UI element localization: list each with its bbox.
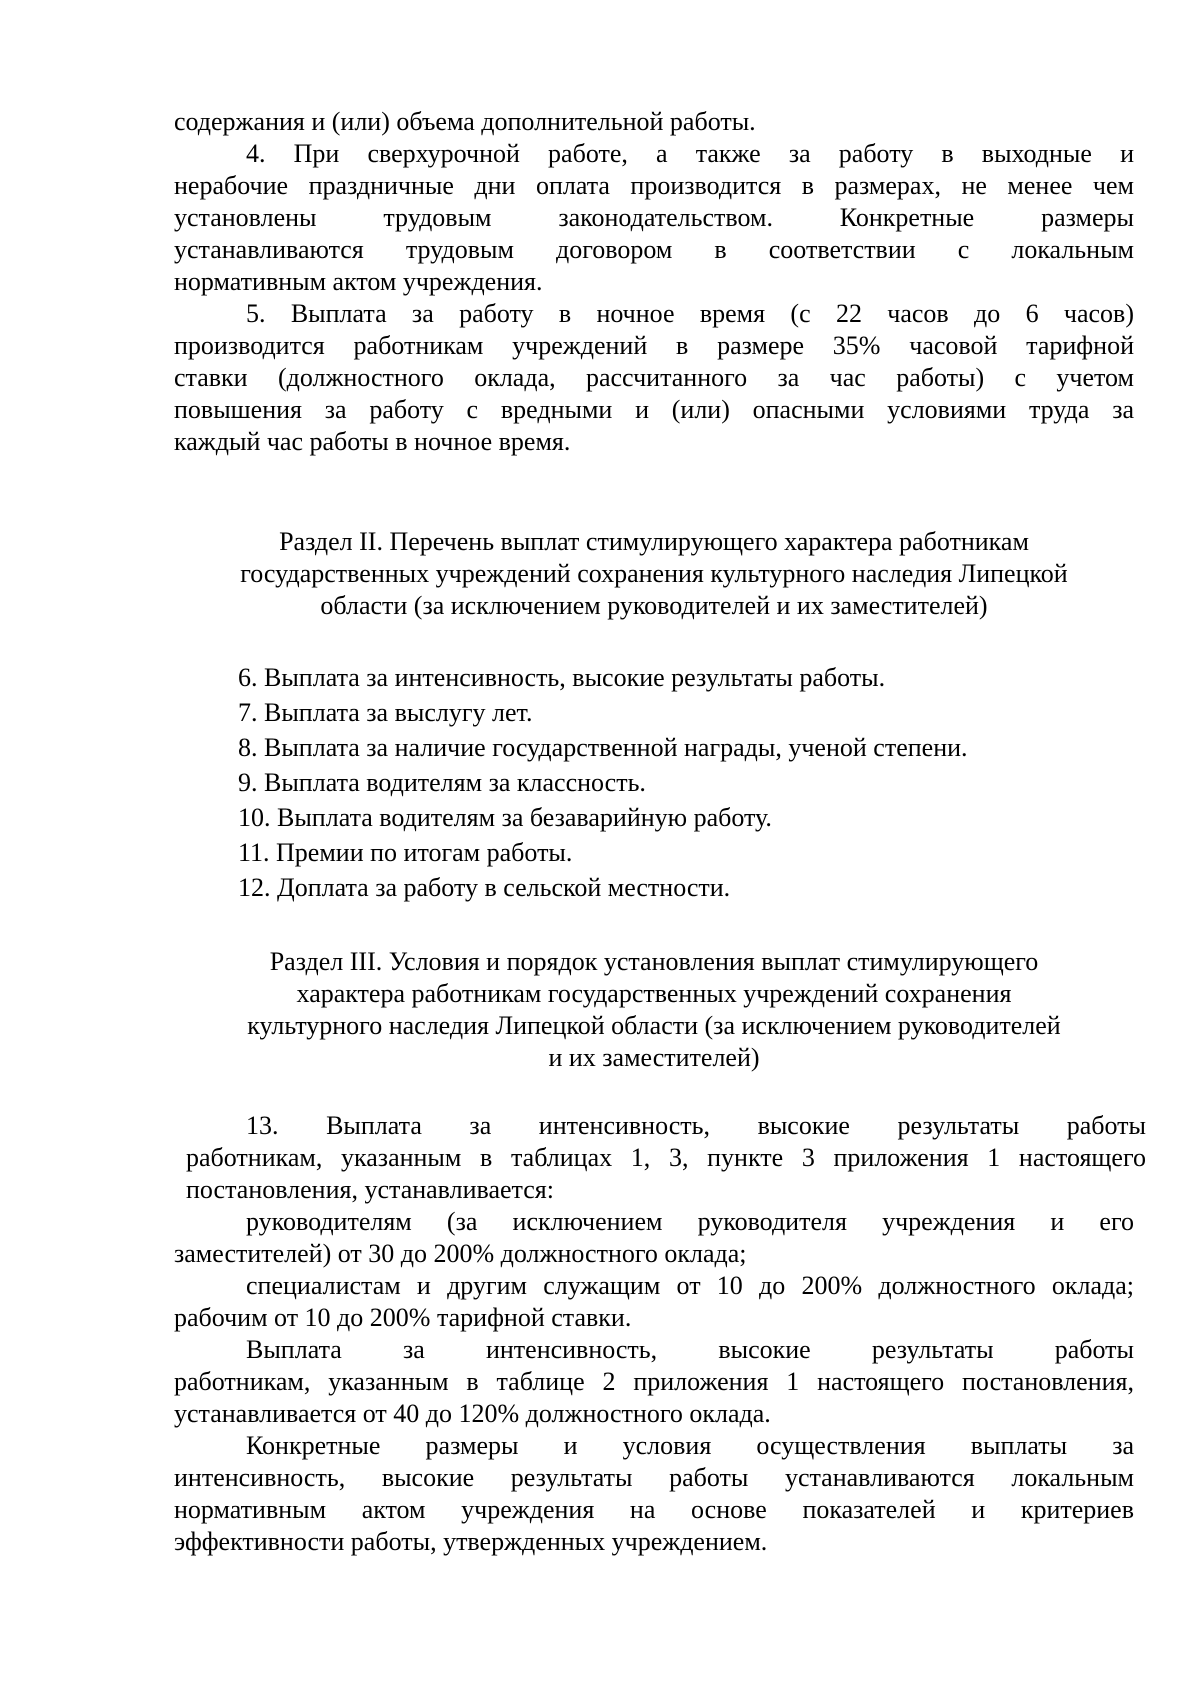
paragraph-13-specific: эффективности работы, утвержденных учреждением. <box>174 1527 768 1556</box>
paragraph-5-line: 5. Выплата за работу в ночное время (с 22 часов до 6 часов) <box>246 299 1134 328</box>
section-2-heading: государственных учреждений сохранения культурного наследия Липецкой <box>240 559 1068 588</box>
list-item: 6. Выплата за интенсивность, высокие результаты работы. <box>238 663 886 692</box>
paragraph-13-specialists: рабочим от 10 до 200% тарифной ставки. <box>174 1303 632 1332</box>
paragraph-13-table2: устанавливается от 40 до 120% должностного оклада. <box>174 1399 771 1428</box>
list-item: 10. Выплата водителям за безаварийную работу. <box>238 803 772 832</box>
section-2-heading: Раздел II. Перечень выплат стимулирующего характера работникам <box>279 527 1029 556</box>
paragraph-4-line: установлены трудовым законодательством. Конкретные размеры <box>174 203 1134 232</box>
section-3-heading: культурного наследия Липецкой области (за исключением руководителей <box>247 1011 1061 1040</box>
paragraph-4-line: нерабочие праздничные дни оплата производится в размерах, не менее чем <box>174 171 1134 200</box>
paragraph-13-table2: Выплата за интенсивность, высокие результаты работы <box>246 1335 1134 1364</box>
paragraph-13-specialists: специалистам и другим служащим от 10 до 200% должностного оклада; <box>246 1271 1134 1300</box>
section-3-heading: Раздел III. Условия и порядок установления выплат стимулирующего <box>269 947 1039 976</box>
paragraph-5-line: повышения за работу с вредными и (или) опасными условиями труда за <box>174 395 1134 424</box>
paragraph-13-table2: работникам, указанным в таблице 2 приложения 1 настоящего постановления, <box>174 1367 1134 1396</box>
paragraph-13-line: 13. Выплата за интенсивность, высокие результаты работы <box>246 1111 1146 1140</box>
paragraph-13-managers: заместителей) от 30 до 200% должностного оклада; <box>174 1239 747 1268</box>
list-item: 9. Выплата водителям за классность. <box>238 768 646 797</box>
paragraph-13-specific: интенсивность, высокие результаты работы устанавливаются локальным <box>174 1463 1134 1492</box>
section-3-heading: и их заместителей) <box>548 1043 760 1072</box>
paragraph-5-line: ставки (должностного оклада, рассчитанного за час работы) с учетом <box>174 363 1134 392</box>
paragraph-5-line: производится работникам учреждений в размере 35% часовой тарифной <box>174 331 1134 360</box>
paragraph-13-specific: нормативным актом учреждения на основе показателей и критериев <box>174 1495 1134 1524</box>
list-item: 7. Выплата за выслугу лет. <box>238 698 533 727</box>
paragraph-4-line: нормативным актом учреждения. <box>174 267 543 296</box>
paragraph-13-managers: руководителям (за исключением руководителя учреждения и его <box>246 1207 1134 1236</box>
paragraph-line: содержания и (или) объема дополнительной работы. <box>174 107 756 136</box>
list-item: 12. Доплата за работу в сельской местности. <box>238 873 731 902</box>
paragraph-13-line: постановления, устанавливается: <box>186 1175 554 1204</box>
list-item: 11. Премии по итогам работы. <box>238 838 573 867</box>
list-item: 8. Выплата за наличие государственной награды, ученой степени. <box>238 733 968 762</box>
section-3-heading: характера работникам государственных учреждений сохранения <box>296 979 1012 1008</box>
paragraph-13-specific: Конкретные размеры и условия осуществления выплаты за <box>246 1431 1134 1460</box>
paragraph-4-line: устанавливаются трудовым договором в соответствии с локальным <box>174 235 1134 264</box>
paragraph-13-line: работникам, указанным в таблицах 1, 3, пункте 3 приложения 1 настоящего <box>186 1143 1146 1172</box>
paragraph-4-line: 4. При сверхурочной работе, а также за работу в выходные и <box>246 139 1134 168</box>
paragraph-5-line: каждый час работы в ночное время. <box>174 427 571 456</box>
section-2-heading: области (за исключением руководителей и их заместителей) <box>320 591 988 620</box>
